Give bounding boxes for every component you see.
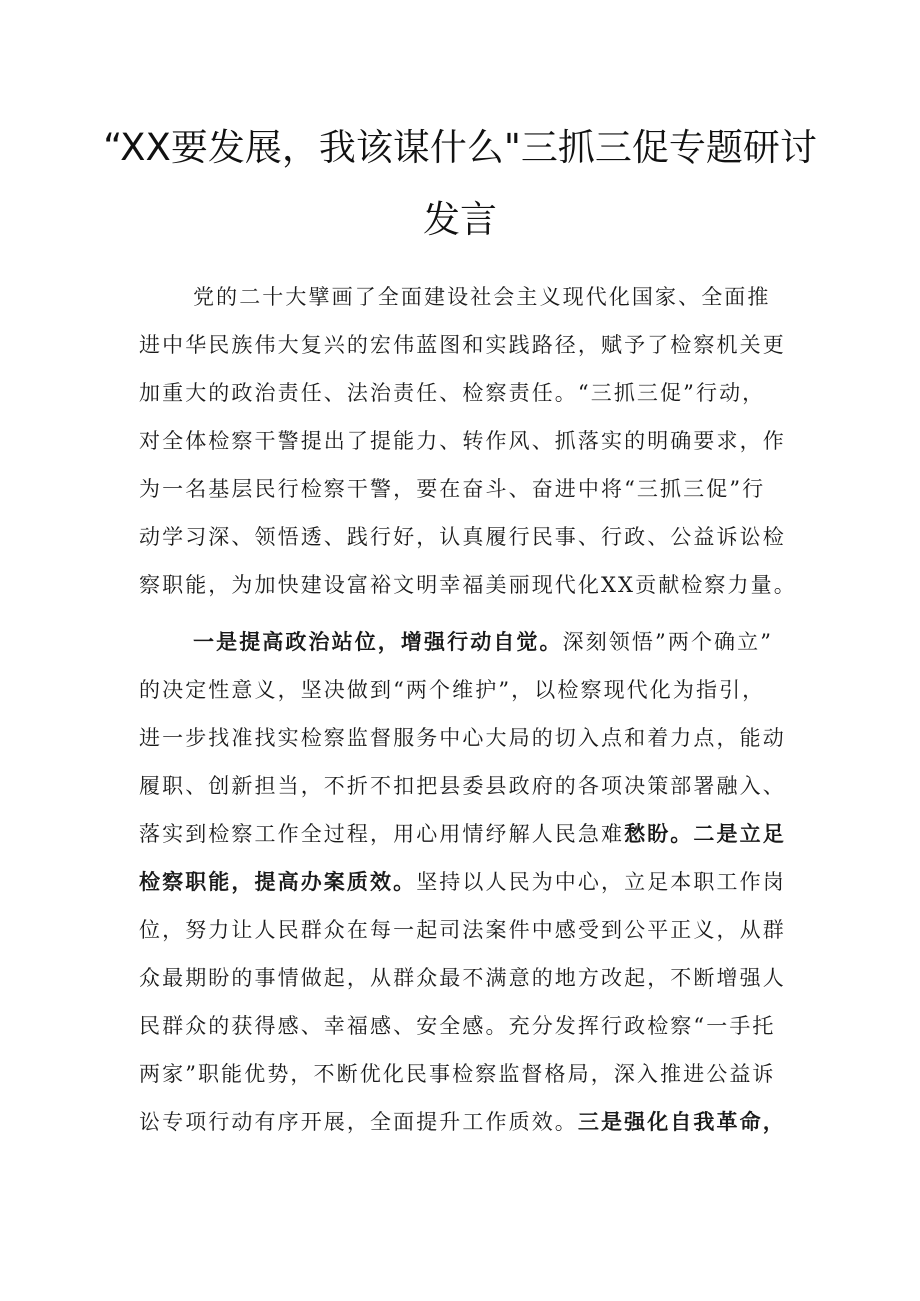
- paragraph-1-line-6: 动学习深、领悟透、践行好，认真履行民事、行政、公益诉讼检: [139, 525, 786, 549]
- paragraph-1-line-5: 为一名基层民行检察干警，要在奋斗、奋进中将“三抓三促”行: [139, 477, 766, 501]
- point-3-heading-start: 三是强化自我革命，: [577, 1110, 786, 1134]
- paragraph-2-line-6: [139, 867, 799, 897]
- paragraph-2-line-6-text: 坚持以人民为中心，立足本职工作岗: [416, 870, 786, 894]
- paragraph-2-line-7: 位，努力让人民群众在每一起司法案件中感受到公平正义，从群: [139, 918, 786, 942]
- paragraph-2-line-4: 履职、创新担当，不折不扣把县委县政府的各项决策部署融入、: [139, 774, 786, 798]
- paragraph-2-line-3: 进一步找准找实检察监督服务中心大局的切入点和着力点，能动: [139, 726, 786, 750]
- document-title-line-1: “XX要发展，我该谋什么"三抓三促专题研讨: [103, 126, 817, 169]
- paragraph-2-line-5-text: 落实到检察工作全过程，用心用情纾解人民急难: [139, 822, 625, 846]
- paragraph-1-line-1: 党的二十大擘画了全面建设社会主义现代化国家、全面推: [193, 285, 771, 309]
- paragraph-2-line-11-text: 讼专项行动有序开展，全面提升工作质效。: [139, 1110, 578, 1134]
- paragraph-2-line-5: [139, 819, 799, 849]
- paragraph-1-line-3: 加重大的政治责任、法治责任、检察责任。“三抓三促”行动，: [139, 381, 766, 405]
- paragraph-1-line-7: 察职能，为加快建设富裕文明幸福美丽现代化XX贡献检察力量。: [139, 573, 797, 597]
- document-title-line-2: 发言: [423, 198, 497, 241]
- point-2-heading-start: 愁盼。二是立足: [624, 822, 786, 846]
- point-1-heading: 一是提高政治站位，增强行动自觉。: [193, 630, 563, 654]
- paragraph-2-line-2: 的决定性意义，坚决做到“两个维护”，以检察现代化为指引，: [139, 678, 766, 702]
- point-2-heading-end: 检察职能，提高办案质效。: [139, 870, 417, 894]
- paragraph-2-line-10: 两家”职能优势，不断优化民事检察监督格局，深入推进公益诉: [139, 1062, 776, 1086]
- paragraph-2-line-1-text: 深刻领悟”两个确立”: [562, 630, 774, 654]
- paragraph-2-line-11: [139, 1107, 799, 1137]
- paragraph-2-line-1: [193, 627, 853, 657]
- paragraph-1-line-2: 进中华民族伟大复兴的宏伟蓝图和实践路径，赋予了检察机关更: [139, 333, 786, 357]
- paragraph-2-line-8: 众最期盼的事情做起，从群众最不满意的地方改起，不断增强人: [139, 966, 786, 990]
- paragraph-2-line-9: 民群众的获得感、幸福感、安全感。充分发挥行政检察“一手托: [139, 1014, 776, 1038]
- paragraph-1-line-4: 对全体检察干警提出了提能力、转作风、抓落实的明确要求，作: [139, 429, 786, 453]
